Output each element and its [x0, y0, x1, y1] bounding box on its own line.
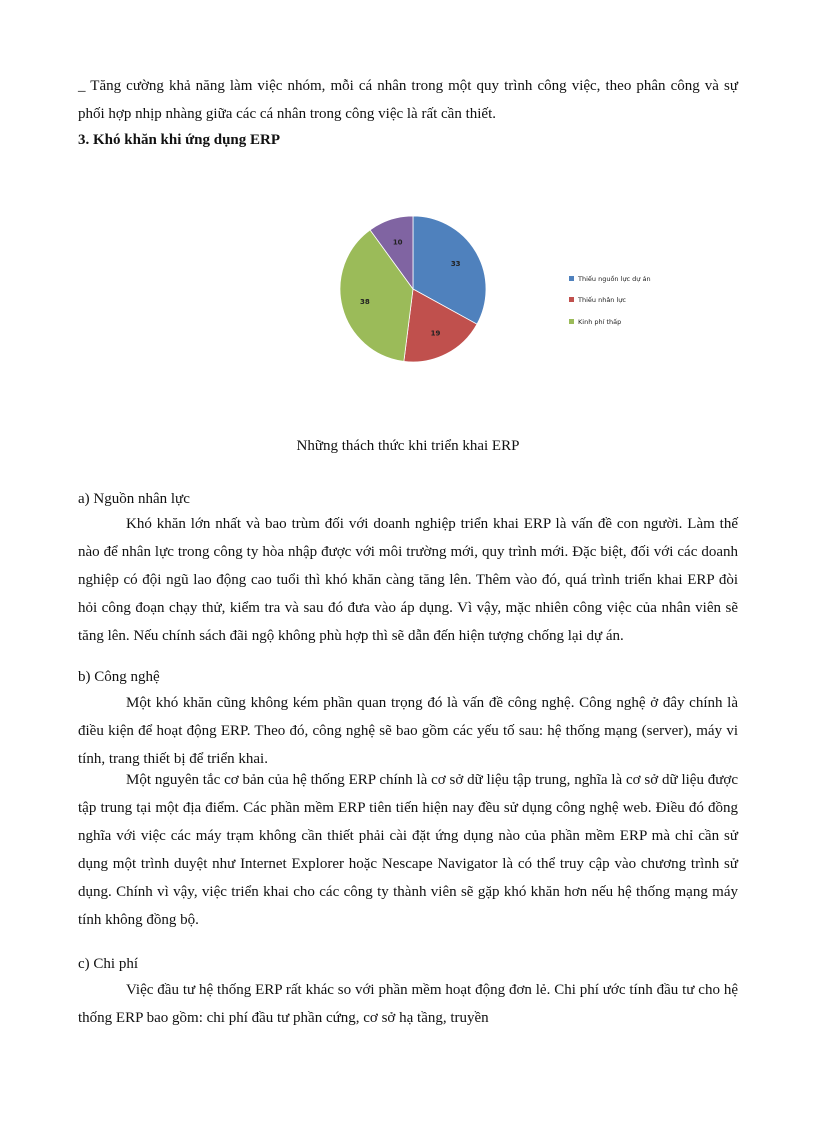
legend-label: Thiếu nhân lực — [578, 296, 626, 304]
legend-label: Kinh phí thấp — [578, 318, 622, 326]
chart-caption: Những thách thức khi triển khai ERP — [296, 438, 520, 454]
legend-swatch — [569, 319, 574, 324]
paragraph-technology-1: Một khó khăn cũng không kém phần quan trọng đó là vấn đề công nghệ. Công nghệ ở đây chính là điều kiện để hoạt động ERP. Theo đó, công nghệ sẽ bao gồm các yếu tố sau: hệ thống mạng (server), máy vi tính, trang thiết bị để triển khai. — [78, 695, 738, 767]
legend-swatch — [569, 276, 574, 281]
paragraph-technology-2: Một nguyên tắc cơ bản của hệ thống ERP chính là cơ sở dữ liệu tập trung, nghĩa là cơ sở dữ liệu được tập trung tại một địa điểm. Các phần mềm ERP tiên tiến hiện nay đều sử dụng công nghệ web. Điều đó đồng nghĩa với việc các máy trạm không cần thiết phải cài đặt ứng dụng nào của phần mềm ERP mà chỉ cần sử dụng một trình duyệt như Internet Explorer hoặc Nescape Navigator là có thể truy cập vào chương trình sử dụng. Chính vì vậy, việc triển khai cho các công ty thành viên sẽ gặp khó khăn hơn nếu hệ thống mạng máy tính không đồng bộ. — [78, 772, 738, 928]
pie-data-label: 38 — [360, 297, 370, 306]
legend-item — [569, 275, 651, 283]
subheading-human-resources: a) Nguồn nhân lực — [78, 491, 190, 507]
legend-swatch — [569, 297, 574, 302]
paragraph-human-resources: Khó khăn lớn nhất và bao trùm đối với doanh nghiệp triển khai ERP là vấn đề con người. Làm thế nào để nhân lực trong công ty hòa nhập được với môi trường mới, quy trình mới. Đặc biệt, đối với các doanh nghiệp có đội ngũ lao động cao tuổi thì khó khăn càng tăng lên. Thêm vào đó, quá trình triển khai ERP đòi hỏi công đoạn chạy thử, kiểm tra và sau đó đưa vào áp dụng. Vì vậy, mặc nhiên công việc của nhân viên sẽ tăng lên. Nếu chính sách đãi ngộ không phù hợp thì sẽ dẫn đến hiện tượng chống lại dự án. — [78, 516, 738, 644]
subheading-cost: c) Chi phí — [78, 956, 138, 972]
subheading-technology: b) Công nghệ — [78, 669, 160, 685]
legend-item — [569, 296, 626, 304]
legend-item — [569, 318, 621, 326]
legend-label: Thiếu nguồn lực dự án — [578, 275, 651, 283]
section-heading: 3. Khó khăn khi ứng dụng ERP — [78, 132, 281, 148]
pie-data-label: 33 — [450, 260, 461, 269]
paragraph-cost: Việc đầu tư hệ thống ERP rất khác so với phần mềm hoạt động đơn lẻ. Chi phí ước tính đầu tư cho hệ thống ERP bao gồm: chi phí đầu tư phần cứng, cơ sở hạ tầng, truyền — [78, 982, 738, 1026]
pie-data-label: 10 — [392, 238, 403, 247]
pie-data-label: 19 — [430, 329, 441, 338]
pie-chart — [300, 200, 680, 380]
paragraph-teamwork: _ Tăng cường khả năng làm việc nhóm, mỗi cá nhân trong một quy trình công việc, theo phân công và sự phối hợp nhịp nhàng giữa các cá nhân trong công việc là rất cần thiết. — [78, 78, 738, 122]
